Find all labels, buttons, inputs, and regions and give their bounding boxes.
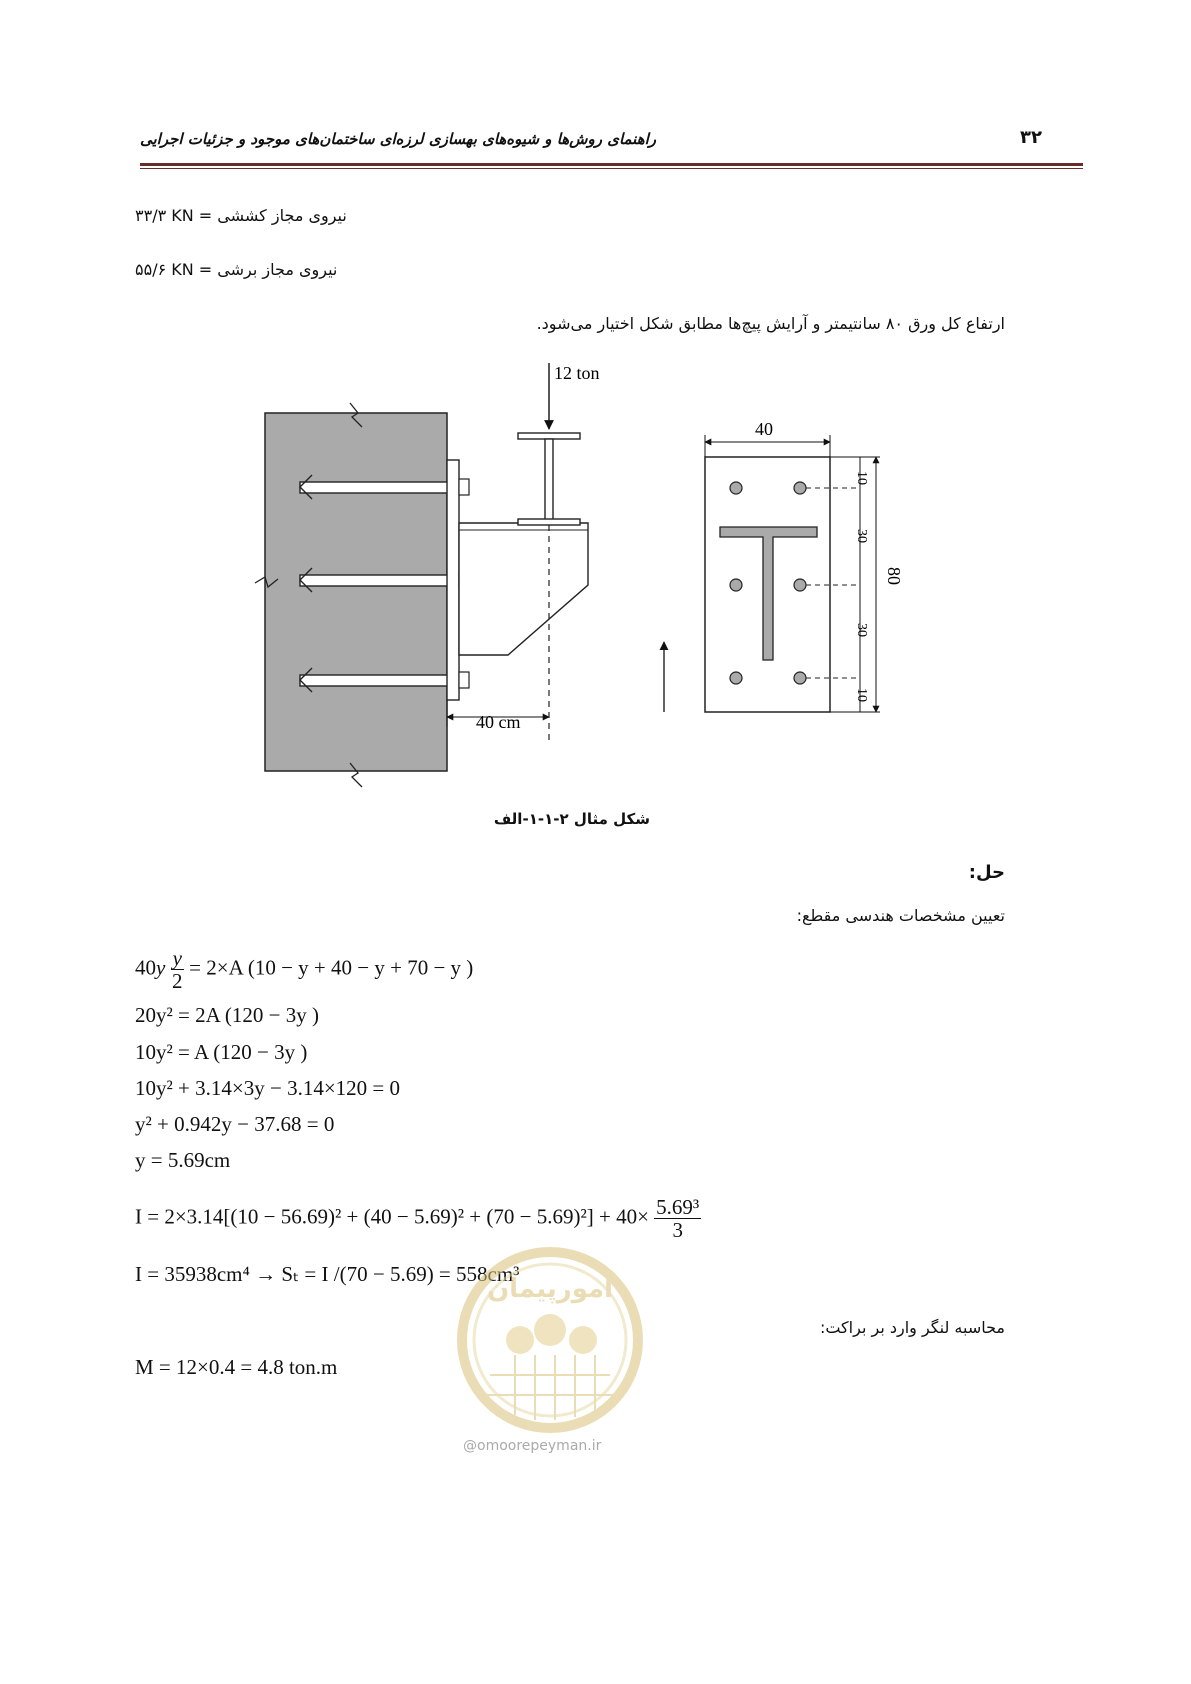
- steel-beam-section: [518, 433, 580, 525]
- moment-heading: محاسبه لنگر وارد بر براکت:: [819, 1318, 1005, 1337]
- watermark-logo: [455, 1245, 645, 1435]
- dim-mid2-label: 30: [854, 623, 869, 637]
- bracket-figure: [240, 355, 920, 795]
- figure-caption: شکل مثال ۲-۱-۱-الف: [493, 810, 650, 828]
- end-plate: [447, 460, 459, 700]
- dim-total-label: 80: [884, 567, 904, 585]
- concrete-wall: [265, 413, 447, 771]
- plate-height-line: ارتفاع کل ورق ۸۰ سانتیمتر و آرایش پیچ‌ها مطابق شکل اختیار می‌شود.: [536, 314, 1005, 333]
- plate-width-label: 40: [755, 419, 773, 439]
- equation-9: M = 12×0.4 = 4.8 ton.m: [135, 1355, 338, 1379]
- equation-3: 10y² = A (120 − 3y ): [135, 1040, 308, 1064]
- dim-mid1-label: 30: [854, 529, 869, 543]
- equation-4: 10y² + 3.14×3y − 3.14×120 = 0: [135, 1076, 401, 1100]
- running-header-title: راهنمای روش‌ها و شیوه‌های بهسازی لرزه‌ای ساختمان‌های موجود و جزئیات اجرایی: [140, 130, 657, 148]
- dim-bottom-label: 10: [854, 688, 869, 702]
- equation-8: I = 35938cm⁴ → Sₜ = I /(70 − 5.69) = 558cm³: [135, 1262, 520, 1286]
- equation-2: 20y² = 2A (120 − 3y ): [135, 1003, 319, 1027]
- header-rule-thin: [140, 168, 1083, 169]
- watermark-site: @omoorepeyman.ir: [463, 1438, 602, 1454]
- page-number: ۳۲: [1020, 127, 1042, 148]
- equation-6: y = 5.69cm: [135, 1148, 231, 1172]
- section-properties-heading: تعیین مشخصات هندسی مقطع:: [796, 906, 1005, 925]
- bracket-stiffener: [459, 523, 588, 655]
- equation-1: 40y $\frac{y}{2}$ = 2×A (10 − y + 40 − y + 70 − y ): [135, 946, 474, 994]
- dim-top-label: 10: [854, 471, 869, 485]
- solution-heading: حل:: [968, 862, 1005, 883]
- watermark-text: امورپیمان: [486, 1274, 614, 1304]
- offset-label: 40 cm: [476, 712, 521, 732]
- allowable-shear-line: ۵۵/۶ KN = نیروی مجاز برشی: [135, 260, 338, 279]
- allowable-tension-line: ۳۳/۳ KN = نیروی مجاز کششی: [135, 206, 347, 225]
- load-label: 12 ton: [554, 363, 600, 383]
- equation-7: I = 2×3.14[(10 − 56.69)² + (40 − 5.69)² + (70 − 5.69)²] + 40× $\frac{\text{5.69³}}{3}$: [135, 1195, 700, 1243]
- header-rule-thick: [140, 163, 1083, 166]
- equation-5: y² + 0.942y − 37.68 = 0: [135, 1112, 335, 1136]
